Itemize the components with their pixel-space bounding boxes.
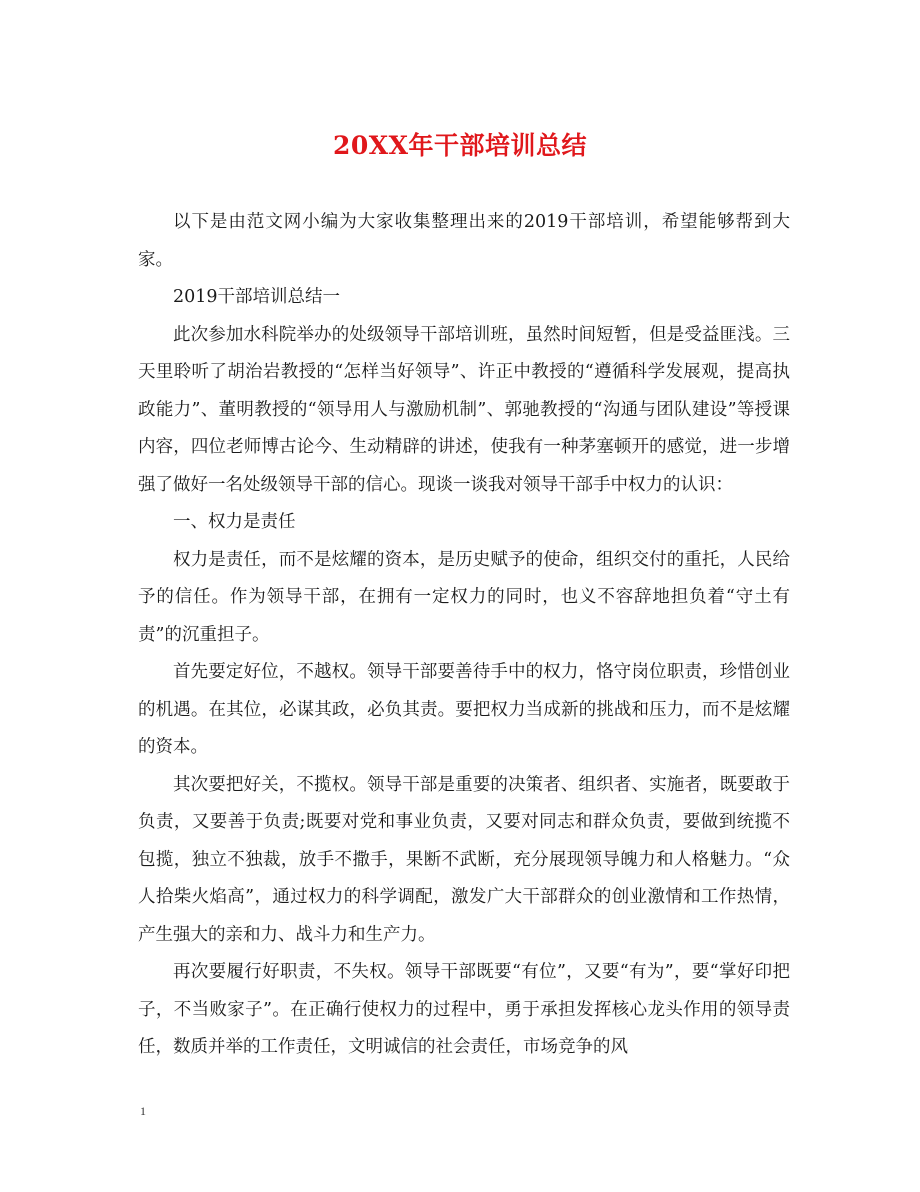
page-number: 1: [140, 1104, 146, 1118]
document-title: 20XX年干部培训总结: [332, 131, 588, 160]
document-body: [138, 204, 790, 1067]
paragraph: 权力是责任，而不是炫耀的资本，是历史赋予的使命，组织交付的重托，人民给予的信任。作为领导干部，在拥有一定权力的同时，也义不容辞地担负着“守土有责”的沉重担子。: [138, 549, 790, 645]
paragraph: 再次要履行好职责，不失权。领导干部既要“有位”，又要“有为”，要“掌好印把子，不当败家子”。在正确行使权力的过程中，勇于承担发挥核心龙头作用的领导责任，数质并举的工作责任，文明诚信的社会责任，市场竞争的风: [138, 962, 790, 1057]
paragraph: 此次参加水科院举办的处级领导干部培训班，虽然时间短暂，但是受益匪浅。三天里聆听了胡治岩教授的“怎样当好领导”、许正中教授的“遵循科学发展观，提高执政能力”、董明教授的“领导用人与激励机制”、郭驰教授的“沟通与团队建设”等授课内容，四位老师博古论今、生动精辟的讲述，使我有一种茅塞顿开的感觉，进一步增强了做好一名处级领导干部的信心。现谈一谈我对领导干部手中权力的认识：: [138, 324, 790, 495]
paragraph: 其次要把好关，不揽权。领导干部是重要的决策者、组织者、实施者，既要敢于负责，又要善于负责;既要对党和事业负责，又要对同志和群众负责，要做到统揽不包揽，独立不独裁，放手不撒手，果断不武断，充分展现领导魄力和人格魅力。“众人拾柴火焰高”，通过权力的科学调配，激发广大干部群众的创业激情和工作热情，产生强大的亲和力、战斗力和生产力。: [138, 774, 790, 945]
paragraph-intro: 以下是由范文网小编为大家收集整理出来的2019干部培训，希望能够帮到大家。: [138, 212, 790, 270]
section-heading: 2019干部培训总结一: [173, 287, 341, 307]
paragraph: 首先要定好位，不越权。领导干部要善待手中的权力，恪守岗位职责，珍惜创业的机遇。在其位，必谋其政，必负其责。要把权力当成新的挑战和压力，而不是炫耀的资本。: [138, 662, 790, 757]
section-heading: 一、权力是责任: [173, 512, 296, 532]
